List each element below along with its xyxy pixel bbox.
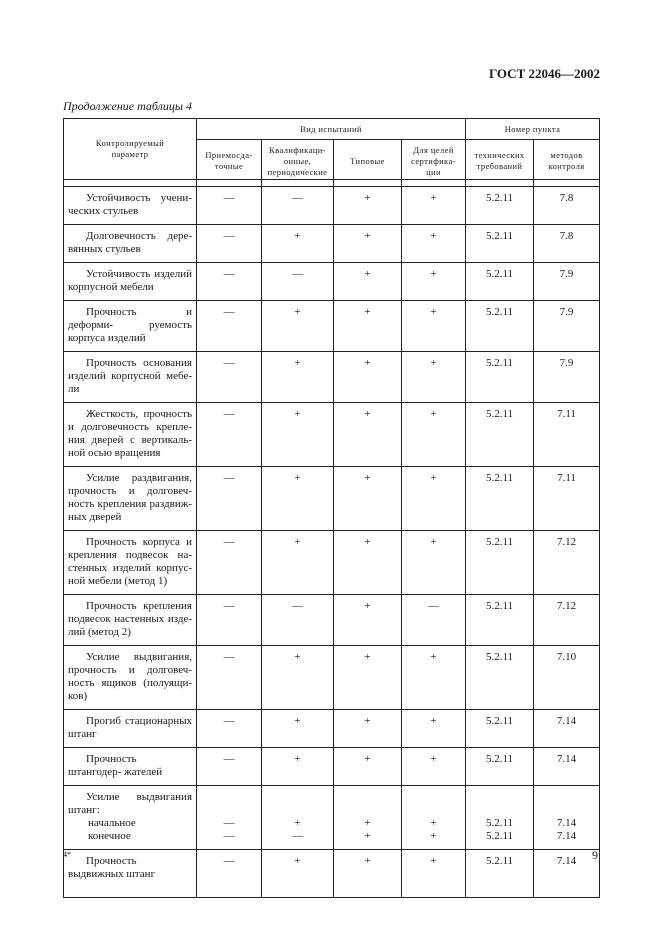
header-test-type: Вид испытаний	[197, 119, 466, 140]
tech-requirements-cell: 5.2.11	[466, 225, 534, 263]
acceptance-cell: —	[197, 352, 262, 403]
certification-cell: +	[402, 352, 466, 403]
qualification-cell: —	[262, 263, 334, 301]
table-row	[64, 595, 600, 646]
certification-cell: +	[402, 467, 466, 531]
value-final: —	[292, 830, 303, 842]
type-cell: +	[334, 531, 402, 595]
tech-requirements-cell: 5.2.11	[466, 595, 534, 646]
table-row	[64, 225, 600, 263]
footer-mark: 4*	[63, 850, 71, 859]
tech-requirements-cell: 5.2.11	[466, 748, 534, 786]
control-methods-cell: 7.8	[534, 225, 600, 263]
qualification-cell: +	[262, 403, 334, 467]
certification-cell: +	[402, 263, 466, 301]
qualification-cell	[262, 786, 334, 850]
table-row	[64, 187, 600, 225]
control-methods-cell: 7.11	[534, 403, 600, 467]
tech-requirements-cell: 5.2.11	[466, 263, 534, 301]
acceptance-cell: —	[197, 403, 262, 467]
parameter-cell	[64, 786, 197, 850]
header-controlled-parameter: Контролируемый параметр	[64, 119, 197, 180]
certification-cell: +	[402, 710, 466, 748]
qualification-cell: —	[262, 595, 334, 646]
table-row	[64, 786, 600, 850]
tech-requirements-cell: 5.2.11	[466, 467, 534, 531]
qualification-cell: —	[262, 187, 334, 225]
type-cell: +	[334, 595, 402, 646]
qualification-cell: +	[262, 531, 334, 595]
certification-cell: +	[402, 187, 466, 225]
parameter-cell: Прочность штангодер- жателей	[64, 748, 197, 786]
parameter-cell: Прочность основания изделий корпусной мебе- ли	[64, 352, 197, 403]
parameter-cell: Прочность и деформи- руемость корпуса изделий	[64, 301, 197, 352]
tech-requirements-cell: 5.2.11	[466, 531, 534, 595]
tech-requirements-cell: 5.2.11	[466, 187, 534, 225]
parameter-cell: Усилие выдвигания, прочность и долговеч- ность ящиков (полуящи- ков)	[64, 646, 197, 710]
parameter-cell: Долговечность дере- вянных стульев	[64, 225, 197, 263]
control-methods-cell: 7.14	[534, 710, 600, 748]
type-cell: +	[334, 263, 402, 301]
type-cell: +	[334, 301, 402, 352]
type-cell: +	[334, 403, 402, 467]
certification-cell: +	[402, 403, 466, 467]
control-methods-cell: 7.10	[534, 646, 600, 710]
certification-cell: +	[402, 301, 466, 352]
acceptance-cell: —	[197, 225, 262, 263]
test-types-table	[63, 118, 600, 898]
acceptance-cell: —	[197, 263, 262, 301]
parameter-cell: Усилие раздвигания, прочность и долговеч- ность крепления раздвиж- ных дверей	[64, 467, 197, 531]
certification-cell: +	[402, 850, 466, 898]
header-control-methods: методов контроля	[534, 140, 600, 180]
value-final: —	[223, 830, 235, 842]
tech-requirements-cell: 5.2.11	[466, 646, 534, 710]
parameter-cell: Прочность выдвижных штанг	[64, 850, 197, 898]
value-final: 7.14	[556, 830, 577, 842]
value-initial: +	[364, 817, 371, 829]
pull-rod-final-label: конечное	[88, 830, 131, 842]
qualification-cell: +	[262, 301, 334, 352]
acceptance-cell: —	[197, 301, 262, 352]
type-cell: +	[334, 187, 402, 225]
parameter-cell: Прочность корпуса и крепления подвесок на- стенных изделий корпус- ной мебели (метод 1)	[64, 531, 197, 595]
type-cell: +	[334, 225, 402, 263]
parameter-cell: Устойчивость учени- ческих стульев	[64, 187, 197, 225]
page-number: 9	[592, 848, 598, 862]
parameter-cell: Прочность крепления подвесок настенных изде- лий (метод 2)	[64, 595, 197, 646]
acceptance-cell: —	[197, 467, 262, 531]
value-initial: —	[223, 817, 235, 829]
value-final: +	[364, 830, 371, 842]
value-initial: +	[294, 817, 301, 829]
tech-requirements-cell: 5.2.11	[466, 850, 534, 898]
certification-cell: —	[402, 595, 466, 646]
acceptance-cell: —	[197, 710, 262, 748]
parameter-cell: Прогиб стационарных штанг	[64, 710, 197, 748]
certification-cell: +	[402, 225, 466, 263]
type-cell: +	[334, 748, 402, 786]
tech-requirements-cell: 5.2.11	[466, 301, 534, 352]
acceptance-cell: —	[197, 531, 262, 595]
acceptance-cell	[197, 786, 262, 850]
table-caption: Продолжение таблицы 4	[63, 99, 193, 113]
table-row	[64, 301, 600, 352]
tech-requirements-cell: 5.2.11	[466, 710, 534, 748]
value-initial: 7.14	[556, 817, 577, 829]
tech-requirements-cell: 5.2.11	[466, 403, 534, 467]
control-methods-cell: 7.11	[534, 467, 600, 531]
table-row	[64, 352, 600, 403]
value-final: +	[430, 830, 437, 842]
type-cell: +	[334, 850, 402, 898]
type-cell: +	[334, 467, 402, 531]
qualification-cell: +	[262, 850, 334, 898]
control-methods-cell: 7.9	[534, 263, 600, 301]
tech-requirements-cell: 5.2.11	[466, 352, 534, 403]
header-acceptance: Приемосда- точные	[197, 140, 262, 180]
pull-rod-initial-label: начальное	[88, 817, 136, 829]
certification-cell: +	[402, 531, 466, 595]
parameter-cell: Жесткость, прочность и долговечность крепле- ния дверей с вертикаль- ной осью вращения	[64, 403, 197, 467]
table-row	[64, 263, 600, 301]
acceptance-cell: —	[197, 850, 262, 898]
acceptance-cell: —	[197, 187, 262, 225]
value-initial: 5.2.11	[485, 817, 514, 829]
control-methods-cell: 7.9	[534, 352, 600, 403]
qualification-cell: +	[262, 352, 334, 403]
table-row	[64, 531, 600, 595]
header-clause-number: Номер пункта	[466, 119, 600, 140]
control-methods-cell: 7.12	[534, 595, 600, 646]
acceptance-cell: —	[197, 595, 262, 646]
pull-rod-title: Усилие выдвигания штанг:	[68, 791, 192, 816]
table-row	[64, 403, 600, 467]
type-cell	[334, 786, 402, 850]
table-row	[64, 710, 600, 748]
control-methods-cell	[534, 786, 600, 850]
control-methods-cell: 7.14	[534, 850, 600, 898]
qualification-cell: +	[262, 748, 334, 786]
acceptance-cell: —	[197, 646, 262, 710]
table-row	[64, 646, 600, 710]
qualification-cell: +	[262, 710, 334, 748]
type-cell: +	[334, 646, 402, 710]
parameter-cell: Устойчивость изделий корпусной мебели	[64, 263, 197, 301]
control-methods-cell: 7.8	[534, 187, 600, 225]
value-final: 5.2.11	[485, 830, 514, 842]
value-initial: +	[430, 817, 437, 829]
tech-requirements-cell	[466, 786, 534, 850]
control-methods-cell: 7.9	[534, 301, 600, 352]
header-qualification: Квалификаци- онные, периодические	[262, 140, 334, 180]
table-row	[64, 748, 600, 786]
table-row	[64, 850, 600, 898]
qualification-cell: +	[262, 646, 334, 710]
qualification-cell: +	[262, 467, 334, 531]
qualification-cell: +	[262, 225, 334, 263]
acceptance-cell: —	[197, 748, 262, 786]
header-technical-requirements: технических требований	[466, 140, 534, 180]
table-row	[64, 467, 600, 531]
type-cell: +	[334, 352, 402, 403]
type-cell: +	[334, 710, 402, 748]
certification-cell: +	[402, 748, 466, 786]
header-certification: Для целей сертифика- ции	[402, 140, 466, 180]
document-code: ГОСТ 22046—2002	[488, 66, 600, 81]
control-methods-cell: 7.12	[534, 531, 600, 595]
control-methods-cell: 7.14	[534, 748, 600, 786]
header-type-tests: Типовые	[334, 140, 402, 180]
certification-cell	[402, 786, 466, 850]
certification-cell: +	[402, 646, 466, 710]
